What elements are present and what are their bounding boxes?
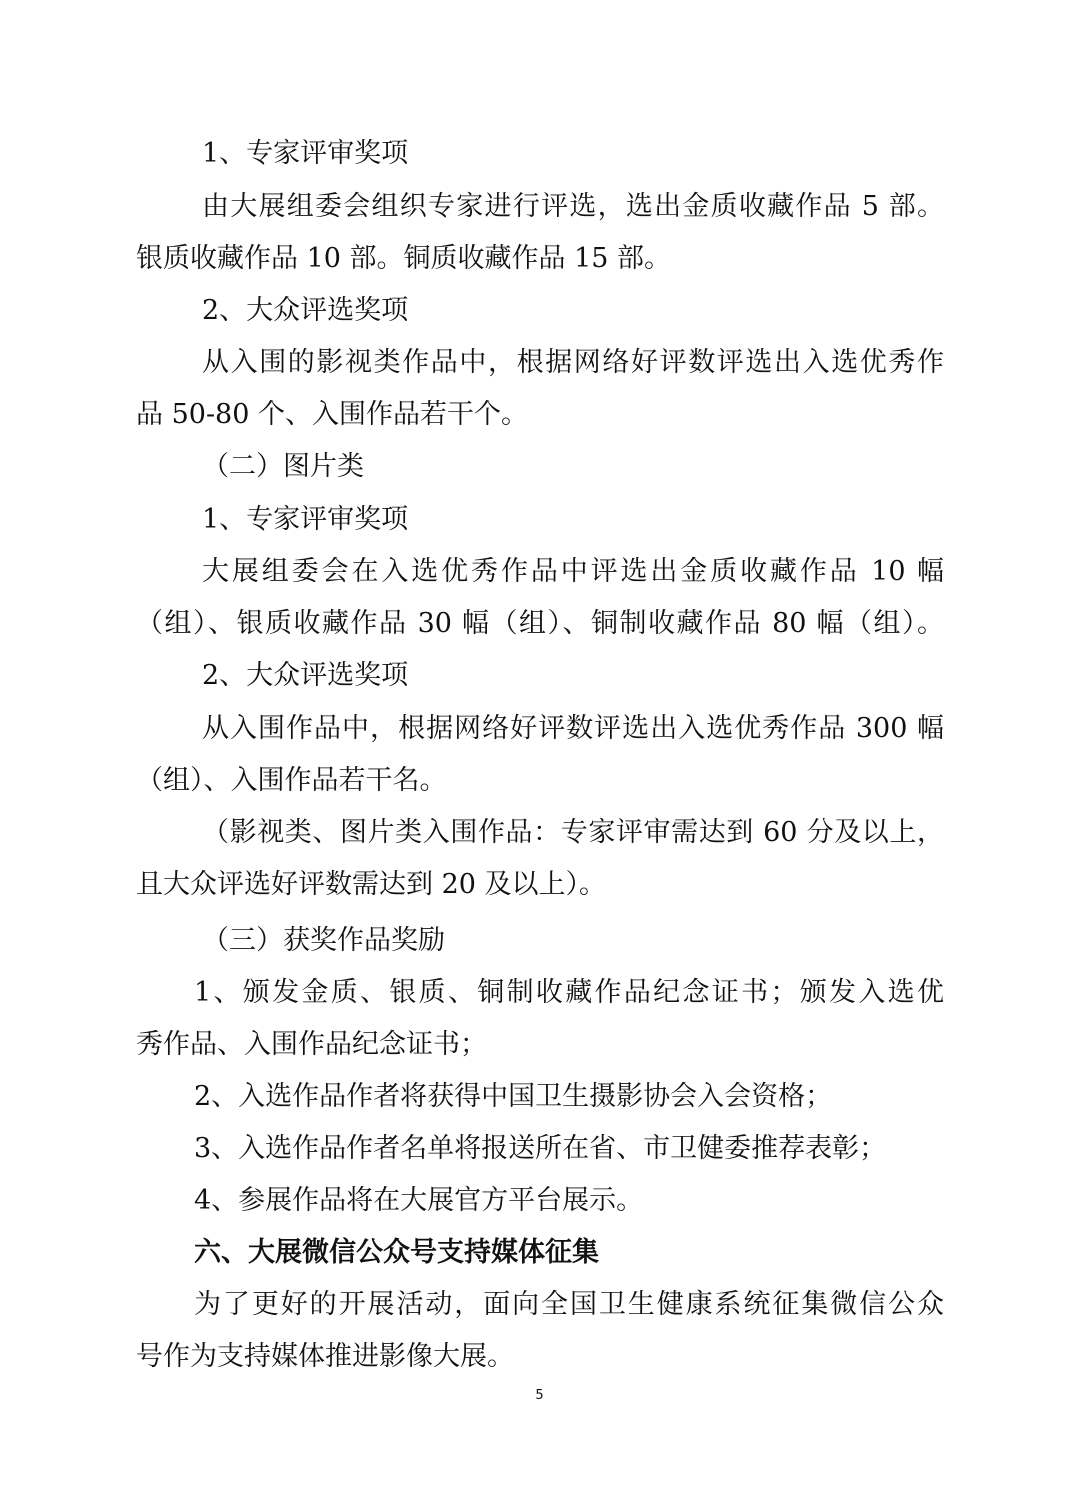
paragraph-line: 号作为支持媒体推进影像大展。 [136, 1341, 514, 1372]
page-number: 5 [535, 1388, 544, 1403]
paragraph-line: 秀作品、入围作品纪念证书； [136, 1029, 487, 1060]
paragraph-line: 为了更好的开展活动，面向全国卫生健康系统征集微信公众 [194, 1289, 944, 1320]
item-expert-review-title: 1、专家评审奖项 [202, 504, 409, 535]
paragraph-line: 3、入选作品作者名单将报送所在省、市卫健委推荐表彰； [194, 1133, 887, 1164]
section-heading-images: （二）图片类 [202, 451, 364, 482]
paragraph-line: （影视类、图片类入围作品：专家评审需达到 60 分及以上， [202, 817, 944, 848]
paragraph-line: 且大众评选好评数需达到 20 及以上）。 [136, 869, 607, 900]
paragraph-line: （组）、入围作品若干名。 [136, 765, 447, 796]
item-public-vote-title: 2、大众评选奖项 [202, 295, 409, 326]
paragraph-line: 大展组委会在入选优秀作品中评选出金质收藏作品 10 幅 [202, 556, 944, 587]
paragraph-line: 品 50-80 个、入围作品若干个。 [136, 399, 529, 430]
paragraph-line: 1、颁发金质、银质、铜制收藏作品纪念证书；颁发入选优 [194, 977, 944, 1008]
section-heading-wechat: 六、大展微信公众号支持媒体征集 [194, 1237, 599, 1268]
paragraph-line: （组）、银质收藏作品 30 幅（组）、铜制收藏作品 80 幅（组）。 [136, 608, 944, 639]
item-public-vote-title: 2、大众评选奖项 [202, 660, 409, 691]
paragraph-line: 4、参展作品将在大展官方平台展示。 [194, 1185, 644, 1216]
section-heading-awards: （三）获奖作品奖励 [202, 925, 445, 956]
paragraph-line: 从入围作品中，根据网络好评数评选出入选优秀作品 300 幅 [202, 713, 944, 744]
item-expert-review-title: 1、专家评审奖项 [202, 138, 409, 169]
paragraph-line: 由大展组委会组织专家进行评选，选出金质收藏作品 5 部。 [202, 191, 944, 222]
paragraph-line: 2、入选作品作者将获得中国卫生摄影协会入会资格； [194, 1081, 833, 1112]
paragraph-line: 银质收藏作品 10 部。铜质收藏作品 15 部。 [136, 243, 672, 274]
paragraph-line: 从入围的影视类作品中，根据网络好评数评选出入选优秀作 [202, 347, 944, 378]
